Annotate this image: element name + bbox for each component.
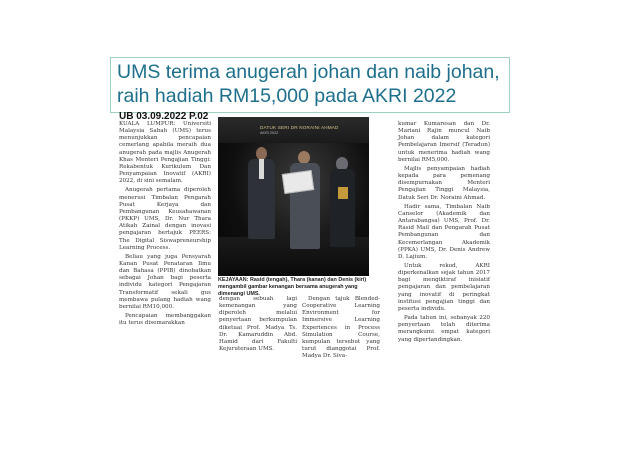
paragraph: KUALA LUMPUR: Universiti Malaysia Sabah (UMS) terus menunjukkan pencapaian cemerlang apabila meraih dua anugerah pada majlis Anugerah Khas Menteri Pengajian Tinggi: Rekabentuk Kurikulum Dan Penyampaian Inovatif (AKRI) 2022, di sini semalam. bbox=[119, 121, 211, 185]
paragraph: Dengan tajuk Blended-Cooperative Learning Environment for Immersive Learning Experiences in Process Simulation Course, kumpulan tersebut yang turut dianggotai Prof. Madya Dr. Siva- bbox=[302, 296, 380, 360]
award-photo bbox=[218, 117, 369, 276]
paragraph: Untuk rekod, AKRI diperkenalkan sejak tahun 2017 bagi mengiktiraf inisiatif pengajaran dan pembelajaran yang inovatif di peringkat institusi pengajian tinggi dan peserta individu. bbox=[398, 262, 490, 312]
dateline: UB 03.09.2022 P.02 bbox=[119, 111, 209, 122]
event-backdrop-banner bbox=[218, 117, 369, 143]
article-column-2 bbox=[219, 296, 297, 353]
banner-text: DATUK SERI DR NORAINI AHMAD bbox=[260, 125, 339, 130]
paragraph: Hadir sama, Timbalan Naib Canselor (Akademik dan Antarabangsa) UMS, Prof. Dr. Rasid Mail dan Pengarah Pusat Pembangunan dan Kecemerlangan Akademik (PPKA) UMS, Dr. Denis Andrew D. Lajium. bbox=[398, 203, 490, 260]
paragraph: kumar Kumaresan dan Dr. Mariani Rajin muncul Naib Johan dalam kategori Pembelajaran Imersif (Teradun) untuk menerima hadiah wang bernilai RM5,000. bbox=[398, 121, 490, 163]
headline-line-1: UMS terima anugerah johan dan naib johan, bbox=[117, 61, 500, 83]
paragraph: Pada tahun ini, sebanyak 220 penyertaan telah diterima merangkumi empat kategori yang dipertandingkan. bbox=[398, 315, 490, 343]
article-column-1 bbox=[119, 121, 211, 327]
article-column-3 bbox=[302, 296, 380, 360]
photo-caption: KEJAYAAN: Rasid (tengah), Thara (kanan) dan Denis (kiri) mengambil gambar kenangan bersama anugerah yang dimenangi UMS. bbox=[218, 277, 367, 297]
paragraph: dengan sebuah lagi kemenangan yang diperoleh melalui penyertaan berkumpulan diketuai Prof. Madya Ts. Dr. Kamaruddin Abd. Hamid dari Fakulti Kejuruteraan UMS. bbox=[219, 296, 297, 353]
headline-line-2: raih hadiah RM15,000 pada AKRI 2022 bbox=[117, 85, 457, 107]
headline bbox=[117, 60, 500, 108]
paragraph: Beliau yang juga Pensyarah Kanan Pusat Penataran Ilmu dan Bahasa (PPIB) dinobatkan sebagai Johan bagi peserta individu kategori Pengajaran Transformatif sekali gus membawa pulang hadiah wang bernilai RM10,000. bbox=[119, 253, 211, 310]
banner-subtext: AKRI 2022 bbox=[260, 131, 279, 135]
paragraph: Anugerah pertama diperoleh menerusi Timbalan Pengarah Pusat Kerjaya dan Pembangunan Keusahawanan (PKKP) UMS, Dr. Nur Thara Atikah Zainal dengan inovasi pengajaran bertajuk PEERS: The Digital Siswapreneurship Learning Process. bbox=[119, 187, 211, 251]
award-plaque bbox=[282, 170, 314, 194]
paragraph: Pencapaian membanggakan itu terus disemarakkan bbox=[119, 313, 211, 327]
paragraph: Majlis penyampaian hadiah kepada para pemenang disempurnakan Menteri Pengajian Tinggi Malaysia, Datuk Seri Dr. Noraini Ahmad. bbox=[398, 165, 490, 201]
headline-box bbox=[110, 57, 510, 113]
article-column-4 bbox=[398, 121, 490, 344]
